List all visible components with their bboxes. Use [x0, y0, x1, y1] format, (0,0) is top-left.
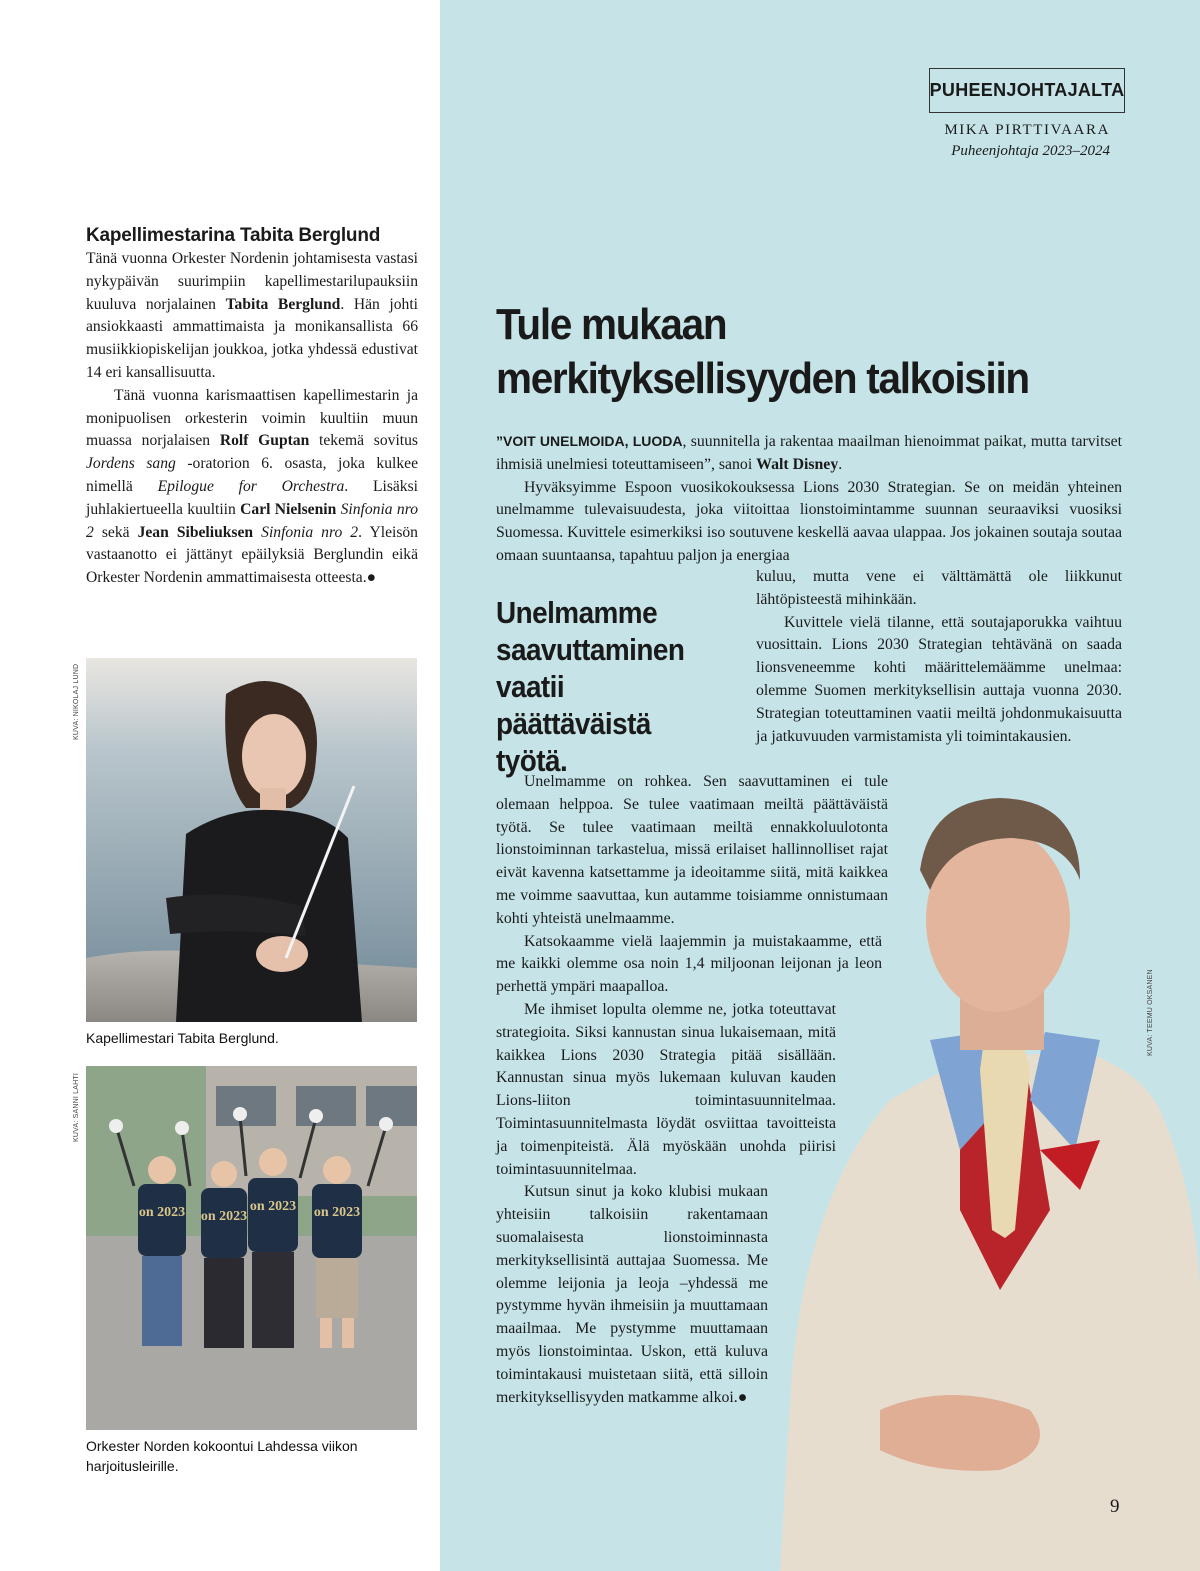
left-article-heading: Kapellimestarina Tabita Berglund	[86, 225, 381, 246]
photo2-caption: Orkester Norden kokoontui Lahdessa viikon harjoitusleirille.	[86, 1438, 358, 1474]
lead-quote	[496, 430, 1122, 477]
text-run: Sinfonia nro 2	[86, 500, 419, 541]
rohkea-paragraph: Unelmamme on rohkea. Sen saavuttaminen ei tule olemaan helppoa. Se tulee vaatimaan meiltä päättäväistä työtä. Se tulee vaatimaan meiltä ennakkoluulotonta lionstoiminnan tarkastelua, missä erilaiset hallinnolliset rajat eivät kavenna katsettamme ja ideoitamme siitä, mitä kaikkea me voimme saavuttaa, kun autamme toisiamme onnistumaan kohti yhteistä unelmaamme.	[496, 773, 888, 927]
text-run: , suunnitella ja rakentaa maailman hienoimmat paikat, mutta tarvitset ihmisiä unelmiesi toteuttamiseen”, sanoi	[496, 433, 1122, 473]
shirt-text-4: on 2023	[313, 1205, 361, 1220]
pull-quote: Unelmamme saavuttaminen vaatii päättäväistä työtä.	[496, 595, 685, 778]
text-run: Rolf Guptan	[219, 432, 310, 450]
left-paragraph-1	[86, 248, 418, 385]
text-run: Jean Sibeliuksen	[137, 523, 254, 541]
photo1-caption: Kapellimestari Tabita Berglund.	[86, 1030, 279, 1046]
kutsun-paragraph: Kutsun sinut ja koko klubisi mukaan yhteisiin talkoisiin rakentamaan suomalaisesta lionstoiminnasta merkityksellisintä auttajaa Suomessa. Me olemme leijonia ja leoja –yhdessä me pystymme hyvän ihmeisiin ja muuttamaan maailmaa. Me pystymme muuttamaan myös lionstoimintaa. Uskon, että kuluva toimintakausi muistetaan siitä, että silloin merkityksellisyyden matkamme alkoi.●	[496, 1183, 768, 1406]
text-run: sekä	[93, 523, 138, 541]
orchestra-photo	[86, 1066, 417, 1430]
article-headline: Tule mukaan merkityksellisyyden talkoisiin	[496, 300, 1029, 403]
page-number: 9	[1110, 1496, 1120, 1517]
photo1-credit: KUVA: NIKOLAJ LUND	[73, 663, 80, 740]
article-column-lower	[496, 771, 888, 1409]
text-run: Tänä vuonna Orkester Nordenin johtamisesta vastasi nykypäivän suurimpiin kapellimestarilupauksiin kuuluva norjalainen	[86, 250, 418, 313]
left-paragraph-2	[86, 385, 418, 590]
portrait-credit: KUVA: TEEMU OKSANEN	[1147, 969, 1154, 1056]
text-run: Carl Nielsenin	[240, 500, 337, 518]
text-run: Jordens sang	[86, 455, 176, 473]
photo2-credit: KUVA: SANNI LAHTI	[73, 1072, 80, 1142]
ihmiset-paragraph: Me ihmiset lopulta olemme ne, jotka toteuttavat strategioita. Siksi kannustan sinua lukaisemaan, mitä kaikkea Lions 2030 Strategia pitää sisällään. Kannustan sinua myös lukemaan kuluvan kauden Lions-liiton toimintasuunnitelmaa. Toimintasuunnitelmasta löydät osviittaa tavoitteista ja toimenpiteistä. Älä myöskään unohda piirisi toimintasuunnitelmaa.	[496, 1000, 836, 1178]
text-run: Epilogue for Orchestra	[157, 477, 345, 495]
text-run: .	[838, 455, 843, 473]
text-run: . Lisäksi juhlakiertueella kuultiin	[86, 477, 419, 518]
kuvittele-paragraph: Kuvittele vielä tilanne, että soutajaporukka vaihtuu vuosittain. Lions 2030 Strategian tehtävänä on saada lionsveneemme kohti määrittelemäämme unelmaa: olemme Suomen merkityksellisin auttaja vuonna 2030. Strategian toteuttaminen vaatii meiltä johdonmukaisuutta ja jatkuvuuden varmistamista yli toimintakausien.	[756, 613, 1122, 745]
shirt-text-3: on 2023	[249, 1199, 297, 1214]
text-run: Sinfonia nro 2	[261, 523, 359, 541]
shirt-text-1: on 2023	[138, 1205, 186, 1220]
section-label: PUHEENJOHTAJALTA	[929, 68, 1125, 113]
text-run: . Yleisön vastaanotto ei jättänyt epäilyksiä Berglundin eikä Orkester Nordenin ammattimaisesta otteesta.●	[86, 523, 418, 587]
text-run: Tänä vuonna karismaattisen kapellimestarin ja monipuolisen orkesterin voimin kuultiin muun muassa norjalaisen	[86, 386, 418, 450]
text-run: Walt Disney	[756, 455, 839, 473]
conductor-photo	[86, 658, 417, 1022]
left-article	[86, 224, 418, 590]
article-column-middle	[756, 566, 1122, 748]
author-name: MIKA PIRTTIVAARA	[944, 122, 1110, 138]
shirt-text-2: on 2023	[200, 1209, 248, 1224]
text-run: ”VOIT UNELMOIDA, LUODA	[496, 433, 683, 449]
strategy-paragraph-continued: kuluu, mutta vene ei välttämättä ole liikkunut lähtöpisteestä mihinkään.	[756, 568, 1122, 608]
katsokaamme-paragraph: Katsokaamme vielä laajemmin ja muistakaamme, että me kaikki olemme osa noin 1,4 miljoonan leijonan ja leon perhettä ympäri maapalloa.	[496, 932, 882, 996]
text-run	[253, 524, 261, 541]
strategy-paragraph: Hyväksyimme Espoon vuosikokouksessa Lions 2030 Strategian. Se on meidän yhteinen unelmamme tulevaisuudesta, joka viitoittaa lionstoimintamme suunnan seuraaviksi vuosiksi Suomessa. Kuvittele esimerkiksi iso soutuvene keskellä aavaa ulappaa. Jos jokainen soutaja soutaa omaan suuntaansa, tapahtuu paljon ja energiaa	[496, 478, 1122, 564]
text-run: tekemä sovitus	[309, 432, 418, 450]
author-role: Puheenjohtaja 2023–2024	[951, 143, 1110, 159]
text-run: . Hän johti ansiokkaasti ammattimaista ja monikansallista 66 musiikkiopiskelijan joukkoa, jotka yhdessä edustivat 14 eri kansallisuutta.	[86, 295, 418, 381]
text-run: -oratorion 6. osasta, joka kulkee nimellä	[86, 455, 418, 495]
text-run: Tabita Berglund	[225, 295, 341, 313]
article-lead	[496, 430, 1122, 568]
